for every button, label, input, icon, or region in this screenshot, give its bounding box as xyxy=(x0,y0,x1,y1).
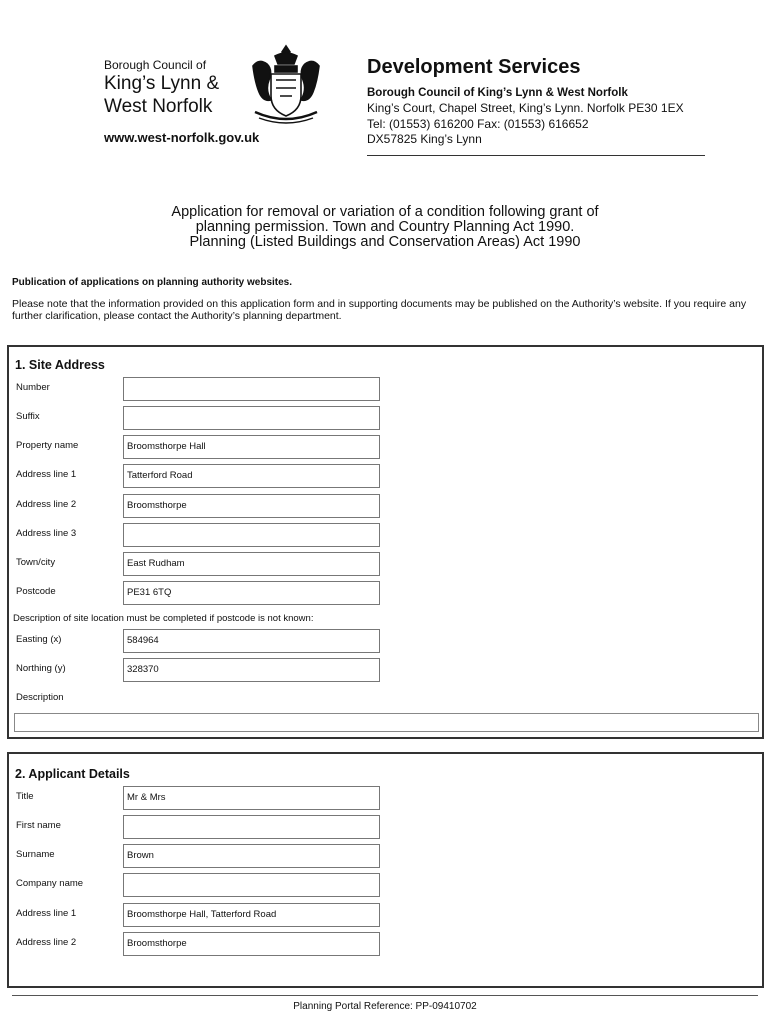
number-label: Number xyxy=(16,382,50,393)
council-address-line1: Borough Council of King’s Lynn & West Norfolk xyxy=(367,87,628,99)
section-title: 1. Site Address xyxy=(15,358,105,372)
address-line1-input[interactable]: Tatterford Road xyxy=(123,464,380,488)
first-name-label: First name xyxy=(16,820,61,831)
form-title-line3: Planning (Listed Buildings and Conservation Areas) Act 1990 xyxy=(189,234,581,250)
publication-notice: Please note that the information provided on this application form and in supporting documents may be published on the Authority’s website. If you require any further clarification, please contact the Authority’s planning department. xyxy=(12,298,747,322)
department-title: Development Services xyxy=(367,56,581,78)
town-city-input[interactable]: East Rudham xyxy=(123,552,380,576)
council-crest-icon xyxy=(245,44,327,128)
publication-heading: Publication of applications on planning authority websites. xyxy=(12,277,293,288)
company-name-input[interactable] xyxy=(123,873,380,897)
postcode-input[interactable]: PE31 6TQ xyxy=(123,581,380,605)
header-divider xyxy=(367,155,705,156)
section-title: 2. Applicant Details xyxy=(15,767,130,781)
site-address-section xyxy=(7,345,764,739)
surname-input[interactable]: Brown xyxy=(123,844,380,868)
form-title-line1: Application for removal or variation of a condition following grant of xyxy=(171,204,599,220)
number-input[interactable] xyxy=(123,377,380,401)
applicant-address-line1-input[interactable]: Broomsthorpe Hall, Tatterford Road xyxy=(123,903,380,927)
location-note: Description of site location must be completed if postcode is not known: xyxy=(13,613,314,624)
property-name-label: Property name xyxy=(16,440,79,451)
property-name-input[interactable]: Broomsthorpe Hall xyxy=(123,435,380,459)
applicant-address-line1-label: Address line 1 xyxy=(16,908,77,919)
address-line2-label: Address line 2 xyxy=(16,499,77,510)
form-title-line2: planning permission. Town and Country Planning Act 1990. xyxy=(195,219,575,235)
council-name-line2: King’s Lynn & xyxy=(104,73,220,94)
applicant-address-line2-label: Address line 2 xyxy=(16,937,77,948)
council-website: www.west-norfolk.gov.uk xyxy=(104,130,260,145)
applicant-title-input[interactable]: Mr & Mrs xyxy=(123,786,380,810)
applicant-address-line2-input[interactable]: Broomsthorpe xyxy=(123,932,380,956)
easting-input[interactable]: 584964 xyxy=(123,629,380,653)
council-dx-address: DX57825 King’s Lynn xyxy=(367,132,482,146)
first-name-input[interactable] xyxy=(123,815,380,839)
applicant-title-label: Title xyxy=(16,791,34,802)
northing-label: Northing (y) xyxy=(16,663,66,674)
description-label: Description xyxy=(16,692,64,703)
surname-label: Surname xyxy=(16,849,55,860)
address-line2-input[interactable]: Broomsthorpe xyxy=(123,494,380,518)
applicant-details-section xyxy=(7,752,764,988)
northing-input[interactable]: 328370 xyxy=(123,658,380,682)
council-address-line2: King’s Court, Chapel Street, King’s Lynn. Norfolk PE30 1EX xyxy=(367,101,684,115)
council-name-line3: West Norfolk xyxy=(104,96,213,117)
description-input[interactable] xyxy=(14,713,759,732)
address-line3-label: Address line 3 xyxy=(16,528,77,539)
council-name-line1: Borough Council of xyxy=(104,58,207,72)
planning-portal-reference: Planning Portal Reference: PP-09410702 xyxy=(293,1001,477,1012)
company-name-label: Company name xyxy=(16,878,84,889)
footer-divider xyxy=(12,995,758,996)
address-line3-input[interactable] xyxy=(123,523,380,547)
address-line1-label: Address line 1 xyxy=(16,469,77,480)
easting-label: Easting (x) xyxy=(16,634,62,645)
postcode-label: Postcode xyxy=(16,586,56,597)
suffix-input[interactable] xyxy=(123,406,380,430)
council-contact-numbers: Tel: (01553) 616200 Fax: (01553) 616652 xyxy=(367,117,589,131)
suffix-label: Suffix xyxy=(16,411,40,422)
town-city-label: Town/city xyxy=(16,557,56,568)
